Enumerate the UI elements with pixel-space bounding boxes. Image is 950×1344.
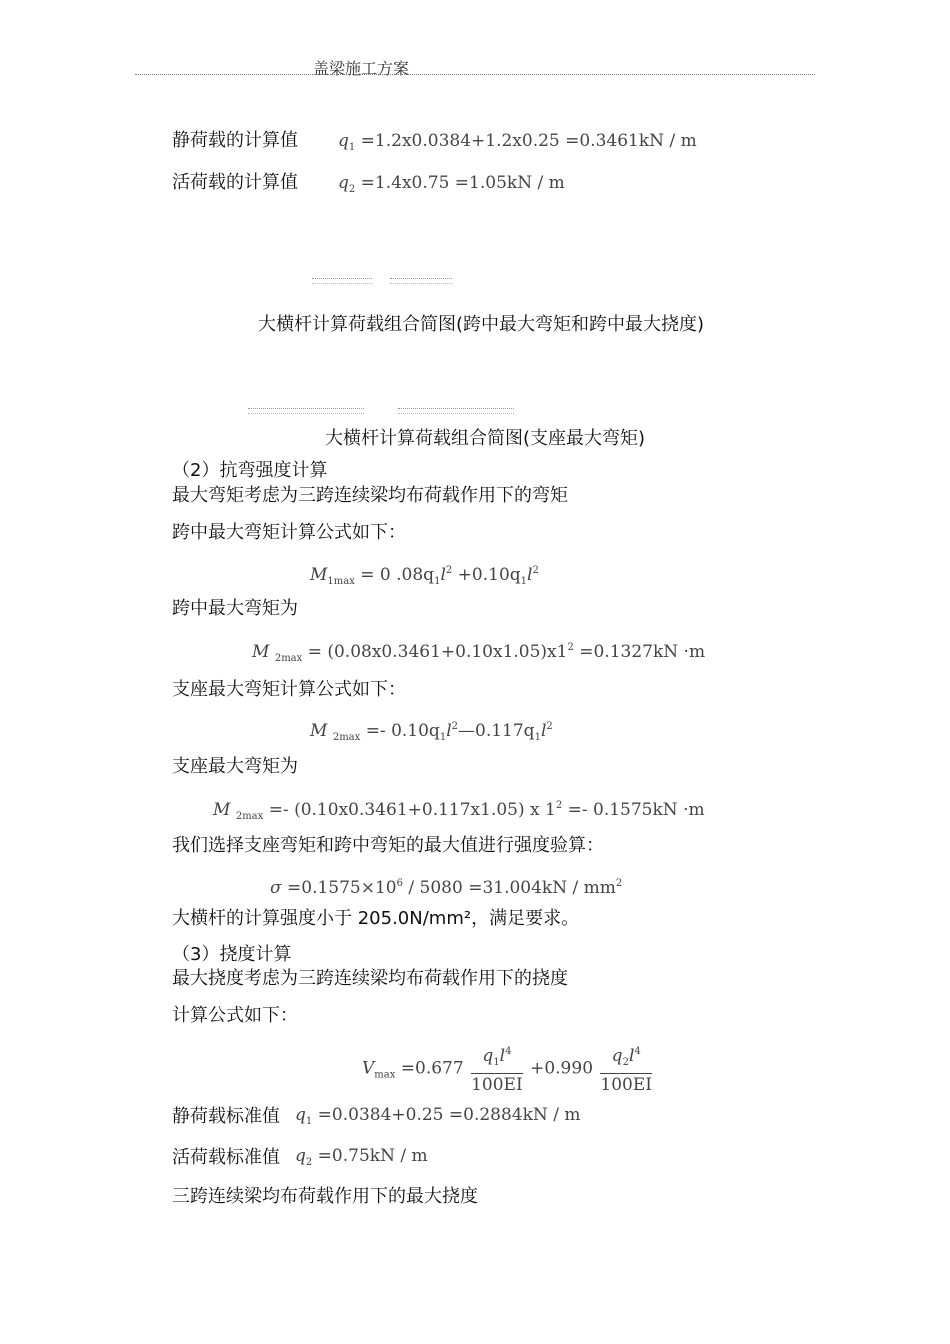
header-rule <box>135 74 815 75</box>
max-deflection-label: 三跨连续梁均布荷载作用下的最大挠度 <box>172 1186 478 1207</box>
section-2-intro: 最大弯矩考虑为三跨连续梁均布荷载作用下的弯矩 <box>172 485 568 506</box>
support-moment-value: M $_{2max}$ =- (0.10x0.3461+0.117x1.05) x $1^2 =- 0.1575kN \cdot m$ <box>213 800 705 822</box>
load-diagram-2a <box>248 408 364 414</box>
live-std-label: 活荷载标准值 <box>172 1147 280 1168</box>
support-formula-label: 支座最大弯矩计算公式如下： <box>172 679 406 700</box>
deflection-formula: $V_{max} =0.677$ $\frac{q_1l^4}{100EI}$ +0.990 $\frac{q_2l^4}{100EI}$ <box>362 1042 654 1096</box>
dead-load-formula: $q_1 =1.2x0.0384+1.2x0.25 =0.3461kN / m$ <box>338 131 697 153</box>
load-diagram-2b <box>398 408 514 414</box>
live-load-formula: $q_2 =1.4x0.75 =1.05kN / m$ <box>338 173 565 195</box>
dead-std-label: 静荷载标准值 <box>172 1106 280 1127</box>
deflection-formula-label: 计算公式如下： <box>172 1005 298 1026</box>
section-2-heading: （2）抗弯强度计算 <box>172 460 328 481</box>
stress-formula: $\sigma =0.1575\times 10^6 / 5080 =31.004kN / mm^2$ <box>270 878 623 898</box>
support-moment-formula: M $_{2max} =- 0.10q_1l^2—0.117q_1l^2$ <box>310 721 553 743</box>
strength-check-label: 我们选择支座弯矩和跨中弯矩的最大值进行强度验算： <box>172 835 604 856</box>
strength-conclusion: 大横杆的计算强度小于 205.0N/mm²，满足要求。 <box>172 908 580 929</box>
live-std-formula: $q_2 =0.75kN / m$ <box>295 1146 428 1168</box>
load-diagram-1a <box>312 278 372 284</box>
diagram-2-caption: 大横杆计算荷载组合简图(支座最大弯矩) <box>325 428 646 449</box>
mid-moment-value: M $_{2max} = (0.08x0.3461+0.10x1.05)x1^2 =0.1327kN \cdot m$ <box>252 642 706 664</box>
mid-formula-label: 跨中最大弯矩计算公式如下： <box>172 522 406 543</box>
diagram-1-caption: 大横杆计算荷载组合简图(跨中最大弯矩和跨中最大挠度) <box>258 314 705 335</box>
mid-moment-formula: $M_{1max} = 0$ $.08q_1l^2 +0.10q_1l^2$ <box>310 565 539 587</box>
page-header-title: 盖梁施工方案 <box>313 59 410 78</box>
dead-load-label: 静荷载的计算值 <box>172 130 298 151</box>
section-3-heading: （3）挠度计算 <box>172 944 292 965</box>
mid-value-label: 跨中最大弯矩为 <box>172 598 298 619</box>
dead-std-formula: $q_1 =0.0384+0.25 =0.2884kN / m$ <box>295 1105 581 1127</box>
live-load-label: 活荷载的计算值 <box>172 172 298 193</box>
support-value-label: 支座最大弯矩为 <box>172 756 298 777</box>
section-3-intro: 最大挠度考虑为三跨连续梁均布荷载作用下的挠度 <box>172 968 568 989</box>
load-diagram-1b <box>390 278 452 284</box>
